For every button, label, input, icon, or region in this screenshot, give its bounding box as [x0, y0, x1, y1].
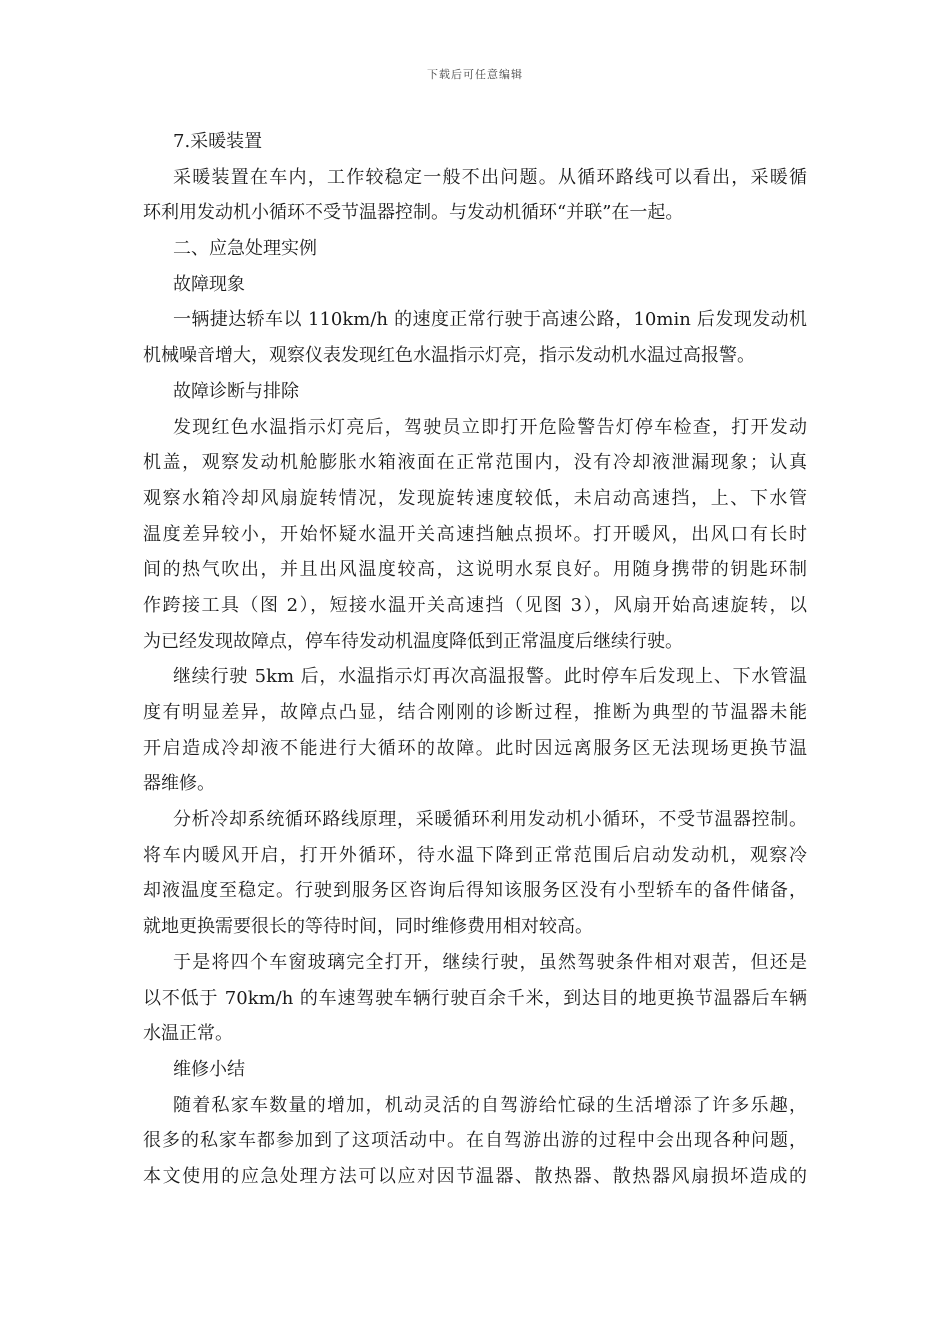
paragraph-line: 本文使用的应急处理方法可以应对因节温器、散热器、散热器风扇损坏造成的	[143, 1165, 807, 1187]
section-heading: 7.采暖装置	[173, 131, 263, 152]
paragraph-line: 于是将四个车窗玻璃完全打开，继续行驶，虽然驾驶条件相对艰苦，但还是	[173, 951, 807, 973]
subsection-heading: 故障诊断与排除	[173, 380, 299, 402]
paragraph-line: 随着私家车数量的增加，机动灵活的自驾游给忙碌的生活增添了许多乐趣，	[173, 1094, 807, 1116]
paragraph-line: 水温正常。	[143, 1023, 233, 1045]
paragraph-line: 很多的私家车都参加到了这项活动中。在自驾游出游的过程中会出现各种问题，	[143, 1130, 807, 1152]
paragraph-line: 观察水箱冷却风扇旋转情况，发现旋转速度较低，未启动高速挡，上、下水管	[143, 487, 807, 509]
paragraph-line: 为已经发现故障点，停车待发动机温度降低到正常温度后继续行驶。	[143, 630, 683, 652]
paragraph-line: 机械噪音增大，观察仪表发现红色水温指示灯亮，指示发动机水温过高报警。	[143, 345, 755, 367]
paragraph-line: 将车内暖风开启，打开外循环，待水温下降到正常范围后启动发动机，观察冷	[143, 844, 807, 866]
paragraph-line: 环利用发动机小循环不受节温器控制。与发动机循环“并联”在一起。	[143, 202, 684, 224]
paragraph-line: 度有明显差异，故障点凸显，结合刚刚的诊断过程，推断为典型的节温器未能	[143, 702, 807, 723]
subsection-heading: 维修小结	[173, 1058, 245, 1080]
paragraph-line: 却液温度至稳定。行驶到服务区咨询后得知该服务区没有小型轿车的备件储备，	[143, 880, 807, 902]
document-body	[143, 124, 807, 1195]
paragraph-line: 作跨接工具（图 2），短接水温开关高速挡（见图 3），风扇开始高速旋转，以	[143, 594, 807, 616]
paragraph-line: 就地更换需要很长的等待时间，同时维修费用相对较高。	[143, 916, 593, 938]
subsection-heading: 故障现象	[173, 273, 245, 295]
paragraph-line: 机盖，观察发动机舱膨胀水箱液面在正常范围内，没有冷却液泄漏现象；认真	[143, 452, 807, 474]
paragraph-line: 一辆捷达轿车以 110km/h 的速度正常行驶于高速公路，10min 后发现发动机	[173, 309, 807, 331]
page-header: 下载后可任意编辑	[427, 68, 523, 81]
paragraph-line: 采暖装置在车内，工作较稳定一般不出问题。从循环路线可以看出，采暖循	[173, 166, 807, 188]
paragraph-line: 间的热气吹出，并且出风温度较高，这说明水泵良好。用随身携带的钥匙环制	[143, 559, 807, 581]
paragraph-line: 继续行驶 5km 后，水温指示灯再次高温报警。此时停车后发现上、下水管温	[173, 666, 807, 688]
paragraph-line: 开启造成冷却液不能进行大循环的故障。此时因远离服务区无法现场更换节温	[143, 737, 807, 759]
section-heading: 二、应急处理实例	[173, 238, 317, 260]
paragraph-line: 分析冷却系统循环路线原理，采暖循环利用发动机小循环，不受节温器控制。	[173, 809, 807, 831]
paragraph-line: 以不低于 70km/h 的车速驾驶车辆行驶百余千米，到达目的地更换节温器后车辆	[143, 987, 807, 1009]
paragraph-line: 器维修。	[143, 773, 215, 795]
paragraph-line: 温度差异较小，开始怀疑水温开关高速挡触点损坏。打开暖风，出风口有长时	[143, 523, 807, 545]
paragraph-line: 发现红色水温指示灯亮后，驾驶员立即打开危险警告灯停车检查，打开发动	[173, 416, 807, 438]
